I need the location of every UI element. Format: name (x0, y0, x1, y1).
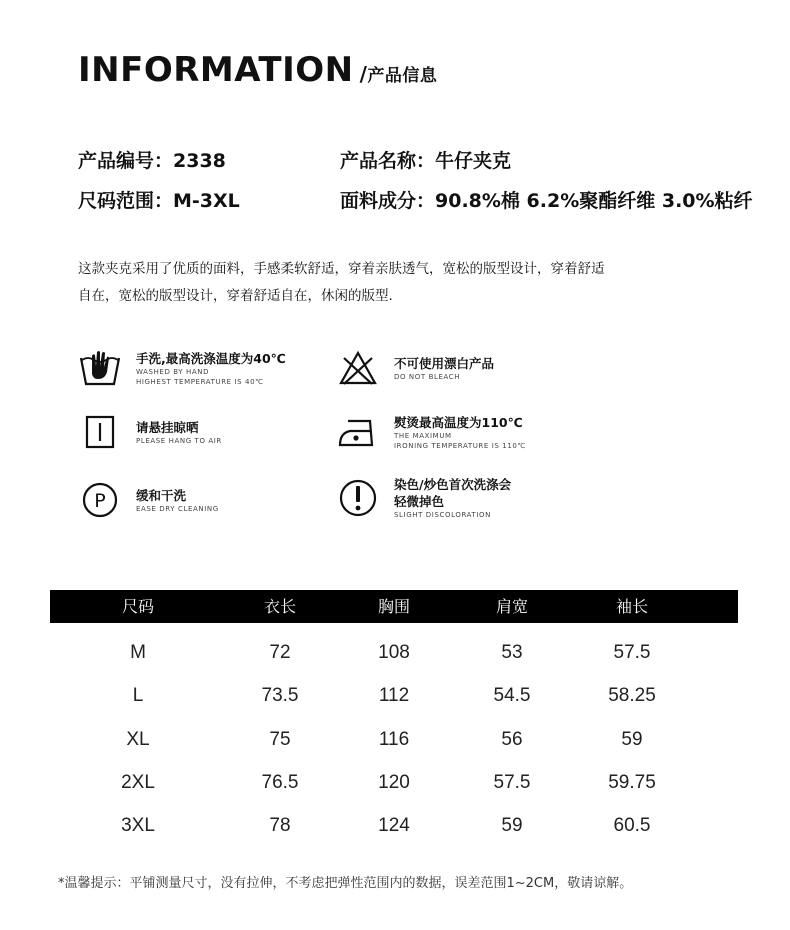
care-iron-cn: 熨烫最高温度为110℃ (394, 414, 523, 430)
product-name (340, 146, 511, 173)
header-size: 尺码 (121, 597, 154, 616)
cell-shoulder: 54.5 (493, 685, 531, 706)
care-discoloration-cn: 染色/炒色首次洗涤会 (394, 477, 512, 492)
cell-size: L (132, 685, 144, 706)
product-name-label: 产品名称： (340, 150, 436, 172)
iron-icon (336, 410, 380, 454)
product-code-label: 产品编号： (78, 150, 174, 172)
cell-sleeve: 59 (621, 729, 643, 750)
product-name-value: 牛仔夹克 (435, 150, 512, 172)
product-code (78, 146, 226, 173)
care-iron (336, 410, 526, 454)
care-hand-wash-cn: 手洗,最高洗涤温度为40℃ (136, 350, 286, 366)
hand-wash-icon (78, 346, 122, 390)
care-iron-en-2: IRONING TEMPERATURE IS 110℃ (394, 441, 526, 450)
cell-sleeve: 60.5 (613, 815, 651, 836)
product-description (78, 256, 718, 310)
cell-chest: 124 (378, 815, 410, 836)
measurement-note: *温馨提示：平铺测量尺寸，没有拉伸，不考虑把弹性范围内的数据，误差范围1~2CM，敬请谅解。 (58, 876, 633, 891)
cell-size: M (130, 642, 146, 663)
header-length: 衣长 (263, 597, 296, 616)
cell-size: 2XL (121, 772, 155, 793)
fabric-composition (340, 186, 753, 213)
cell-sleeve: 57.5 (613, 642, 651, 663)
care-hang-dry (78, 410, 222, 454)
size-table-header (50, 590, 738, 623)
care-hang-dry-cn: 请悬挂晾晒 (136, 419, 199, 435)
cell-size: 3XL (121, 815, 155, 836)
cell-length: 72 (269, 642, 291, 663)
care-no-bleach-en: DO NOT BLEACH (394, 372, 461, 381)
care-dry-clean-cn: 缓和干洗 (136, 487, 187, 503)
cell-shoulder: 57.5 (493, 772, 531, 793)
care-dry-clean-en: EASE DRY CLEANING (136, 504, 219, 513)
care-discoloration (336, 476, 511, 520)
care-no-bleach (336, 346, 494, 390)
size-range-label: 尺码范围： (78, 190, 174, 212)
cell-size: XL (126, 729, 150, 750)
warning-icon (336, 476, 380, 520)
dry-clean-p-icon (78, 478, 122, 522)
size-range-value: M-3XL (173, 190, 240, 212)
cell-shoulder: 56 (501, 729, 523, 750)
care-no-bleach-cn: 不可使用漂白产品 (394, 355, 495, 371)
svg-text:P: P (94, 490, 106, 512)
cell-chest: 116 (378, 729, 410, 750)
care-hang-dry-en: PLEASE HANG TO AIR (136, 436, 222, 445)
cell-length: 76.5 (261, 772, 299, 793)
title-subtitle: 产品信息 (367, 66, 438, 86)
cell-length: 73.5 (261, 685, 299, 706)
title-main: INFORMATION (78, 50, 354, 90)
care-discoloration-en: SLIGHT DISCOLORATION (394, 511, 491, 519)
page-title (78, 50, 437, 90)
cell-chest: 120 (378, 772, 410, 793)
header-shoulder: 肩宽 (495, 597, 528, 616)
cell-sleeve: 58.25 (608, 685, 656, 706)
care-iron-en-1: THE MAXIMUM (394, 431, 452, 440)
cell-chest: 112 (378, 685, 410, 706)
hang-dry-icon (78, 410, 122, 454)
cell-sleeve: 59.75 (608, 772, 656, 793)
care-hand-wash-en-2: HIGHEST TEMPERATURE IS 40℃ (136, 377, 264, 386)
title-slash: / (359, 62, 368, 86)
size-range (78, 186, 240, 213)
description-line-1: 这款夹克采用了优质的面料，手感柔软舒适，穿着亲肤透气，宽松的版型设计，穿着舒适 (78, 261, 605, 277)
no-bleach-icon (336, 346, 380, 390)
cell-shoulder: 59 (501, 815, 523, 836)
cell-chest: 108 (378, 642, 410, 663)
header-sleeve: 袖长 (615, 597, 648, 616)
care-dry-clean (78, 478, 219, 522)
cell-length: 75 (269, 729, 291, 750)
care-discoloration-cn-2: 轻微掉色 (394, 494, 445, 509)
care-hand-wash-en-1: WASHED BY HAND (136, 367, 210, 376)
cell-length: 78 (269, 815, 291, 836)
header-chest: 胸围 (377, 597, 410, 616)
cell-shoulder: 53 (501, 642, 523, 663)
fabric-label: 面料成分： (340, 190, 436, 212)
description-line-2: 自在，宽松的版型设计，穿着舒适自在，休闲的版型. (78, 288, 393, 304)
product-code-value: 2338 (173, 150, 226, 172)
care-hand-wash (78, 346, 286, 390)
fabric-value: 90.8%棉 6.2%聚酯纤维 3.0%粘纤 (435, 190, 753, 212)
